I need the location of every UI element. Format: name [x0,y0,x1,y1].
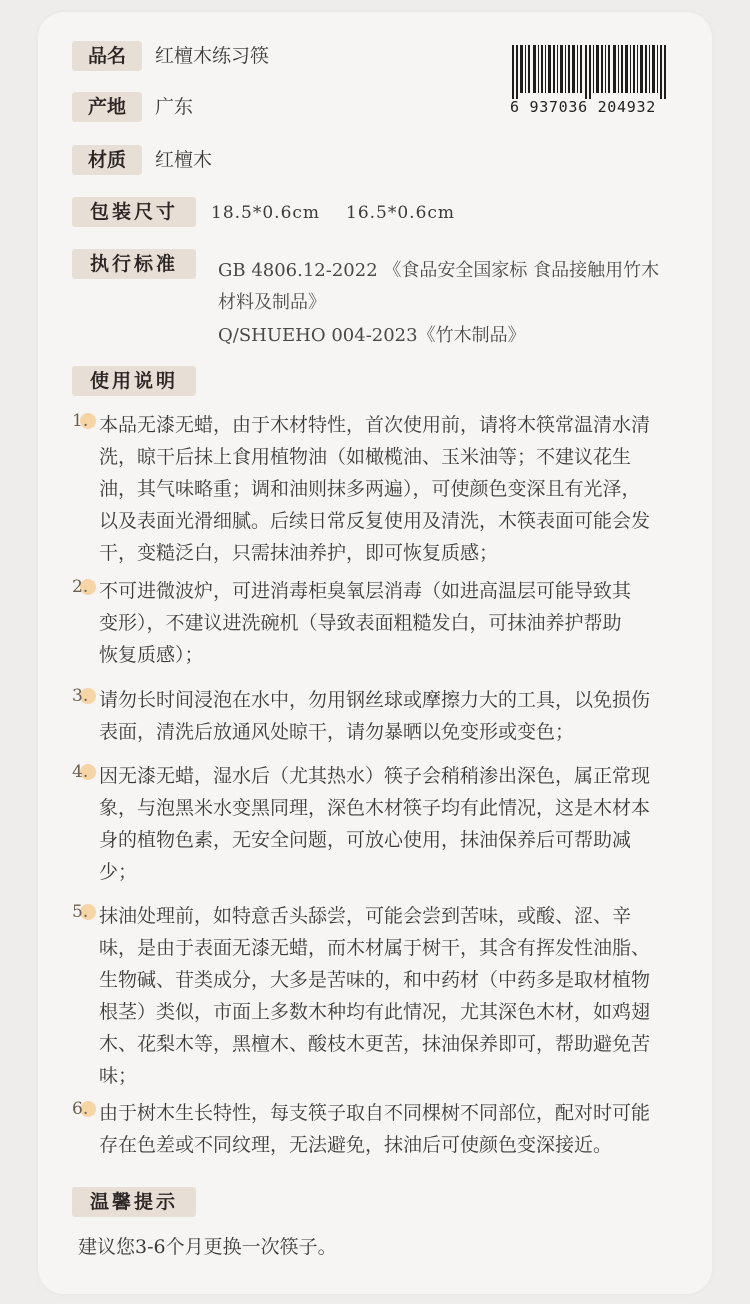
usage-item [72,684,692,748]
label-usage: 使用说明 [72,366,196,396]
item-number: 4. [72,760,91,779]
value-size-long: 18.5*0.6cm [211,203,321,223]
label-origin: 产地 [72,92,142,122]
label-standard: 执行标准 [72,249,196,279]
item-text: 请勿长时间浸泡在水中，勿用钢丝球或摩擦力大的工具，以免损伤 表面，清洗后放通风处晾干，请勿暴晒以免变形或变色； [99,689,651,743]
label-tips: 温馨提示 [72,1187,196,1217]
standard-line: Q/SHUEHO 004-2023《竹木制品》 [218,325,526,346]
item-text: 本品无漆无蜡，由于木材特性，首次使用前，请将木筷常温清水清 洗，晾干后抹上食用植物油（如橄榄油、玉米油等；不建议花生 油，其气味略重；调和油则抹多两遍），可使颜色变深且有光泽， 以及表面光滑细腻。后续日常反复使用及清洗，木筷表面可能会发 干，变糙泛白，只需抹油养护，即可恢复质感； [99,414,651,564]
label-product-name: 品名 [72,41,142,71]
item-number: 6. [72,1097,91,1116]
standard-line: 材料及制品》 [218,292,326,313]
item-number: 3. [72,684,91,703]
barcode-digits: 6 937036 204932 [510,98,656,116]
label-package-size: 包装尺寸 [72,197,196,227]
usage-item [72,409,692,569]
usage-item [72,1097,692,1161]
item-text: 抹油处理前，如特意舌头舔尝，可能会尝到苦味，或酸、涩、辛 味，是由于表面无漆无蜡，而木材属于树干，其含有挥发性油脂、 生物碱、苷类成分，大多是苦味的，和中药材（中药多是取材植物 根茎）类似，市面上多数木种均有此情况，尤其深色木材，如鸡翅 木、花梨木等，黑檀木、酸枝木更苦，抹油保养即可，帮助避免苦 味； [99,905,651,1087]
item-number: 1. [72,409,91,428]
value-origin: 广东 [155,96,194,118]
standard-line: GB 4806.12-2022 《食品安全国家标 食品接触用竹木 [218,260,660,281]
label-material: 材质 [72,145,142,175]
item-text: 由于树木生长特性，每支筷子取自不同棵树不同部位，配对时可能 存在色差或不同纹理，无法避免，抹油后可使颜色变深接近。 [99,1102,651,1156]
value-size-short: 16.5*0.6cm [346,203,456,223]
value-product-name: 红檀木练习筷 [155,45,270,67]
usage-item [72,900,692,1092]
value-material: 红檀木 [155,149,213,171]
item-number: 5. [72,900,91,919]
barcode [510,45,670,119]
barcode-bars [510,45,670,99]
usage-item [72,575,692,671]
item-text: 因无漆无蜡，湿水后（尤其热水）筷子会稍稍渗出深色，属正常现 象，与泡黑米水变黑同理，深色木材筷子均有此情况，这是木材本 身的植物色素，无安全问题，可放心使用，抹油保养后可帮助减 少； [99,765,651,883]
tip-text: 建议您3-6个月更换一次筷子。 [78,1236,337,1258]
usage-item [72,760,692,888]
item-number: 2. [72,575,91,594]
item-text: 不可进微波炉，可进消毒柜臭氧层消毒（如进高温层可能导致其 变形），不建议进洗碗机（导致表面粗糙发白，可抹油养护帮助 恢复质感）； [99,580,632,666]
